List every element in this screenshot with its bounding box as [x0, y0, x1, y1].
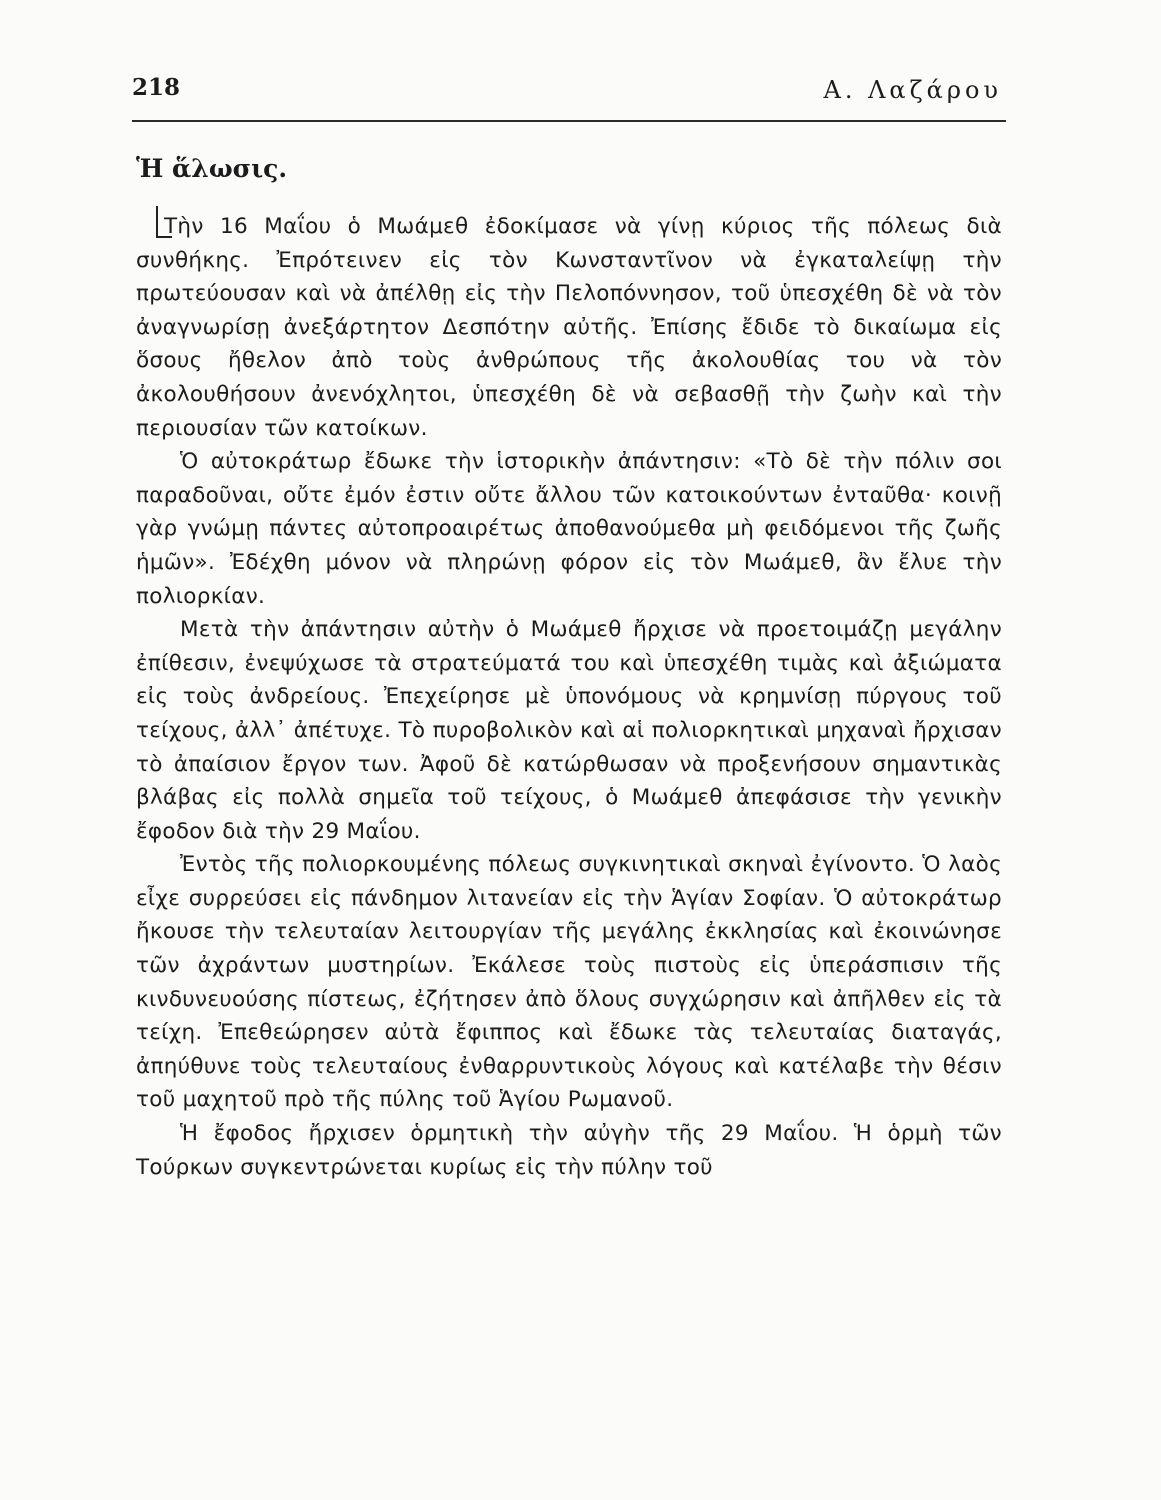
paragraph-2: Ὁ αὐτοκράτωρ ἔδωκε τὴν ἱστορικὴν ἀπάντησιν: «Τὸ δὲ τὴν πόλιν σοι παραδοῦναι, οὔτε ἐμόν ἐστιν οὔτε ἄλλου τῶν κατοικούντων ἐνταῦθα· κοινῇ γὰρ γνώμῃ πάντες αὐτοπροαιρέτως ἀποθανούμεθα μὴ φειδόμενοι τῆς ζωῆς ἡμῶν». Ἐδέχθη μόνον νὰ πληρώνῃ φόρον εἰς τὸν Μωάμεθ, ἂν ἔλυε τὴν πολιορκίαν.: [136, 449, 1002, 609]
running-head-author: Α. Λαζάρου: [823, 76, 1002, 104]
section-title: Ἡ ἅλωσις.: [136, 154, 288, 183]
body-text: [136, 210, 1002, 1184]
paragraph-1: Τὴν 16 Μαΐου ὁ Μωάμεθ ἐδοκίμασε νὰ γίνῃ κύριος τῆς πόλεως διὰ συνθήκης. Ἐπρότεινεν εἰς τὸν Κωνσταντῖνον νὰ ἐγκαταλείψῃ τὴν πρωτεύουσαν καὶ νὰ ἀπέλθῃ εἰς τὴν Πελοπόννησον, τοῦ ὑπεσχέθη δὲ νὰ τὸν ἀναγνωρίσῃ ἀνεξάρτητον Δεσπότην αὐτῆς. Ἐπίσης ἔδιδε τὸ δικαίωμα εἰς ὅσους ἤθελον ἀπὸ τοὺς ἀνθρώπους τῆς ἀκολουθίας του νὰ τὸν ἀκολουθήσουν ἀνενόχλητοι, ὑπεσχέθη δὲ νὰ σεβασθῇ τὴν ζωὴν καὶ τὴν περιουσίαν τῶν κατοίκων.: [136, 214, 1002, 441]
paragraph-3: Μετὰ τὴν ἀπάντησιν αὐτὴν ὁ Μωάμεθ ἤρχισε νὰ προετοιμάζῃ μεγάλην ἐπίθεσιν, ἐνεψύχωσε τὰ στρατεύματά του καὶ ὑπεσχέθη τιμὰς καὶ ἀξιώματα εἰς τοὺς ἀνδρείους. Ἐπεχείρησε μὲ ὑπονόμους νὰ κρημνίσῃ πύργους τοῦ τείχους, ἀλλ᾽ ἀπέτυχε. Τὸ πυροβολικὸν καὶ αἱ πολιορκητικαὶ μηχαναὶ ἤρχισαν τὸ ἀπαίσιον ἔργον των. Ἀφοῦ δὲ κατώρθωσαν νὰ προξενήσουν σημαντικὰς βλάβας εἰς πολλὰ σημεῖα τοῦ τείχους, ὁ Μωάμεθ ἀπεφάσισε τὴν γενικὴν ἔφοδον διὰ τὴν 29 Μαΐου.: [136, 617, 1002, 844]
page-number: 218: [132, 74, 181, 101]
paragraph-5: Ἡ ἔφοδος ἤρχισεν ὁρμητικὴ τὴν αὐγὴν τῆς 29 Μαΐου. Ἡ ὁρμὴ τῶν Τούρκων συγκεντρώνεται κυρίως εἰς τὴν πύλην τοῦ: [136, 1121, 1002, 1180]
running-header: [132, 72, 1006, 122]
paragraph-4: Ἐντὸς τῆς πολιορκουμένης πόλεως συγκινητικαὶ σκηναὶ ἐγίνοντο. Ὁ λαὸς εἶχε συρρεύσει εἰς πάνδημον λιτανείαν εἰς τὴν Ἁγίαν Σοφίαν. Ὁ αὐτοκράτωρ ἤκουσε τὴν τελευταίαν λειτουργίαν τῆς μεγάλης ἐκκλησίας καὶ ἐκοινώνησε τῶν ἀχράντων μυστηρίων. Ἐκάλεσε τοὺς πιστοὺς εἰς ὑπεράσπισιν τῆς κινδυνευούσης πίστεως, ἐζήτησεν ἀπὸ ὅλους συγχώρησιν καὶ ἀπῆλθεν εἰς τὰ τείχη. Ἐπεθεώρησεν αὐτὰ ἔφιππος καὶ ἔδωκε τὰς τελευταίας διαταγάς, ἀπηύθυνε τοὺς τελευταίους ἐνθαρρυντικοὺς λόγους καὶ κατέλαβε τὴν θέσιν τοῦ μαχητοῦ πρὸ τῆς πύλης τοῦ Ἁγίου Ρωμανοῦ.: [136, 852, 1002, 1113]
